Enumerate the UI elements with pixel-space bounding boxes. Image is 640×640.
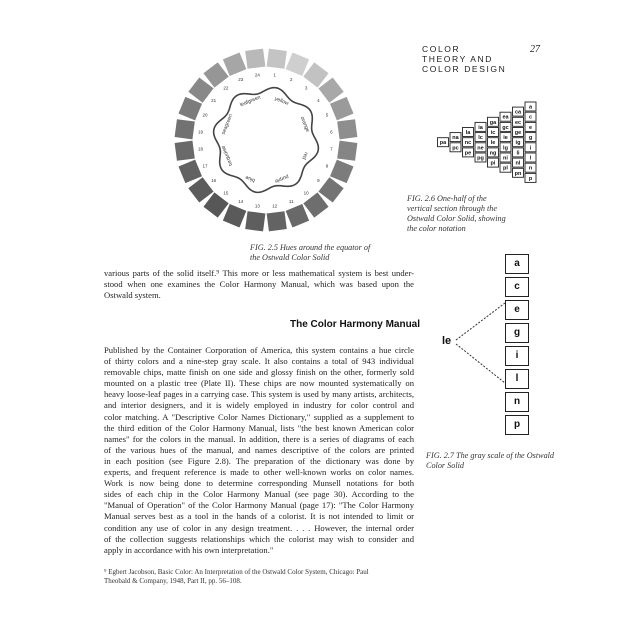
- figure-2-7-caption: [426, 451, 554, 471]
- footnote: [104, 568, 414, 586]
- section-heading: The Color Harmony Manual: [290, 319, 421, 330]
- hue-label: yellow: [273, 95, 290, 107]
- body-line: experts, and frequent reference is made to other well-known works on color names.: [104, 467, 414, 478]
- triangle-chip-label: ge: [514, 130, 522, 136]
- hue-number: 16: [211, 178, 217, 184]
- body-line: Work is now being done to determine corresponding Munsell notations for both: [104, 478, 414, 489]
- body-line: sides of each chip in the Color Harmony Manual (see page 30). According to the: [104, 489, 414, 500]
- hue-label: purple: [273, 173, 290, 185]
- triangle-chip-label: pg: [477, 155, 484, 162]
- intro-line: various parts of the solid itself.⁹ This more or less mathematical system is best under-: [104, 268, 414, 278]
- footnote-line-2: Theobald & Company, 1948, Part II, pp. 56–108.: [104, 577, 242, 585]
- triangle-chip-label: ic: [490, 130, 496, 136]
- hue-number: 2: [289, 77, 293, 83]
- hue-number: 6: [330, 129, 333, 135]
- triangle-chip-label: l: [529, 155, 532, 162]
- body-line: color matching. A "Descriptive Color Names Dictionary," supplied as a supplement to: [104, 411, 414, 422]
- triangle-chip-label: pa: [439, 140, 447, 147]
- hue-label: blue: [244, 173, 257, 184]
- triangle-chip-label: lc: [478, 135, 483, 142]
- fig27-caption-line-1: FIG. 2.7 The gray scale of the Ostwald: [426, 451, 555, 460]
- triangle-chip-label: ec: [514, 119, 522, 126]
- triangle-chip-label: nl: [515, 160, 521, 167]
- hue-number: 13: [254, 203, 260, 209]
- hue-number: 22: [223, 85, 229, 91]
- fig26-caption-line-4: the color notation: [407, 224, 466, 233]
- triangle-chip-label: ne: [477, 145, 484, 152]
- apex-label-le: le: [442, 335, 452, 347]
- triangle-chip-label: i: [529, 145, 532, 152]
- hue-number: 21: [211, 97, 217, 103]
- gray-step-g: g: [505, 323, 529, 343]
- body-line: Published by the Container Corporation of America, this system contains a hue circle: [104, 345, 414, 355]
- triangle-chip-label: pn: [514, 170, 522, 177]
- hue-number: 10: [303, 190, 309, 196]
- fig26-caption-line-2: vertical section through the: [407, 204, 497, 213]
- hue-label: leafgreen: [239, 94, 262, 109]
- fig26-caption-line-1: FIG. 2.6 One-half of the: [407, 194, 487, 203]
- triangle-chip-label: c: [528, 114, 533, 121]
- body-line: in each position (see Figure 2.8). The preparation of the dictionary was done by: [104, 455, 414, 466]
- hue-label: seagreen: [220, 113, 235, 136]
- hue-number: 8: [325, 163, 329, 169]
- body-line: "Manual of Operation" of the Color Harmony Manual (page 17): "The Color Harmony: [104, 500, 414, 511]
- header-line-3: COLOR DESIGN: [422, 64, 507, 74]
- body-line: of thirty colors and a nine-step gray scale. It also contains a total of 943 individual: [104, 356, 414, 367]
- triangle-chip-label: ng: [489, 150, 497, 157]
- header-line-1: COLOR: [422, 44, 461, 54]
- triangle-chip-label: la: [465, 130, 471, 136]
- hue-number: 11: [288, 198, 294, 204]
- hue-number: 12: [272, 203, 278, 209]
- gray-step-e: e: [505, 300, 529, 320]
- gray-step-p: p: [505, 415, 529, 435]
- triangle-chip-label: ca: [514, 109, 522, 116]
- body-line: the third edition of the Color Harmony Manual, lists "the best known American color: [104, 422, 414, 433]
- header-line-2: THEORY AND: [422, 54, 493, 64]
- body-line: of the collection suggests relationships which the colorist may wish to consider and: [104, 533, 414, 544]
- triangle-chip-label: a: [528, 104, 533, 111]
- hue-number: 24: [254, 72, 260, 78]
- triangle-chip-label: gc: [502, 124, 509, 131]
- triangle-chip-label: lg: [503, 145, 508, 152]
- body-line: heavy loose-leaf pages in a carrying case. This system is used by many artists, architects,: [104, 389, 414, 400]
- triangle-chip-label: ni: [503, 155, 508, 162]
- triangle-chip-label: li: [516, 150, 520, 157]
- triangle-chip-label: na: [452, 135, 459, 142]
- hue-label: orange: [298, 115, 311, 134]
- triangle-chip-label: pi: [490, 160, 496, 167]
- gray-step-l: l: [505, 369, 529, 389]
- intro-line: Ostwald system.: [104, 290, 161, 301]
- body-line: Manual serves best as a tool in the hands of a colorist. It is not intended to limit or: [104, 511, 414, 522]
- triangle-chip-label: g: [528, 135, 533, 142]
- triangle-chip-label: ia: [478, 124, 483, 131]
- hue-number: 18: [198, 146, 204, 152]
- fig25-caption-line-2: the Ostwald Color Solid: [250, 253, 330, 262]
- page-number: 27: [530, 44, 540, 55]
- triangle-chip-label: ig: [515, 140, 521, 147]
- hue-number: 3: [304, 85, 308, 91]
- triangle-chip-label: p: [528, 175, 533, 182]
- triangle-chip-label: pc: [452, 145, 459, 152]
- hue-number: 5: [325, 112, 329, 118]
- fig26-caption-line-3: Ostwald Color Solid, showing: [407, 214, 506, 223]
- body-line: names" for the colors in the manual. In addition, there is a series of diagrams of each: [104, 433, 414, 444]
- body-main-paragraph: [104, 345, 414, 556]
- hue-number: 1: [273, 72, 276, 78]
- triangle-chip-label: pe: [464, 150, 472, 157]
- hue-number: 4: [317, 97, 320, 103]
- footnote-line-1: ⁹ Egbert Jacobson, Basic Color: An Interpretation of the Ostwald Color System, Chicago: Paul: [104, 568, 369, 576]
- body-line: apply in accordance with his own interpretation.": [104, 544, 274, 555]
- gray-step-a: a: [505, 254, 529, 274]
- fig27-caption-line-2: Color Solid: [426, 461, 464, 470]
- fig25-caption-line-1: FIG. 2.5 Hues around the equator of: [250, 243, 371, 252]
- triangle-chip-label: pl: [503, 165, 508, 172]
- hue-number: 19: [198, 129, 204, 135]
- triangle-chip-label: ea: [502, 114, 509, 121]
- triangle-chip-label: le: [490, 140, 496, 147]
- gray-step-c: c: [505, 277, 529, 297]
- hue-number: 23: [238, 77, 244, 83]
- triangle-chip-label: ga: [489, 119, 497, 126]
- hue-number: 7: [330, 146, 333, 152]
- body-line: removable chips, matte finish on one side and glossy finish on the other, formerly sold: [104, 367, 414, 378]
- triangle-chip-label: nc: [464, 140, 472, 147]
- body-line: condition any use of color in any design treatment. . . . However, the internal order: [104, 522, 414, 533]
- triangle-chip-label: n: [528, 165, 533, 172]
- hue-number: 17: [202, 163, 208, 169]
- triangle-chip-label: ie: [503, 135, 508, 142]
- hue-number: 15: [223, 190, 229, 196]
- gray-step-i: i: [505, 346, 529, 366]
- body-line: of the various hues of the manual, and names descriptive of the colors are printed: [104, 444, 414, 455]
- triangle-chip-label: e: [528, 124, 533, 131]
- body-line: mounted on a plastic tree (Plate II). These chips are now mounted systematically on: [104, 378, 414, 389]
- hue-number: 14: [238, 198, 244, 204]
- hue-label: turquoise: [220, 144, 235, 167]
- hue-number: 9: [317, 178, 320, 184]
- hue-number: 20: [202, 112, 208, 118]
- intro-line: stood when one examines the Color Harmony Manual, which was based upon the: [104, 279, 414, 290]
- gray-step-n: n: [505, 392, 529, 412]
- body-line: and interior designers, and it is widely employed in industry for color control and: [104, 400, 414, 411]
- hue-label: red: [300, 150, 309, 161]
- body-intro-paragraph: [104, 268, 414, 301]
